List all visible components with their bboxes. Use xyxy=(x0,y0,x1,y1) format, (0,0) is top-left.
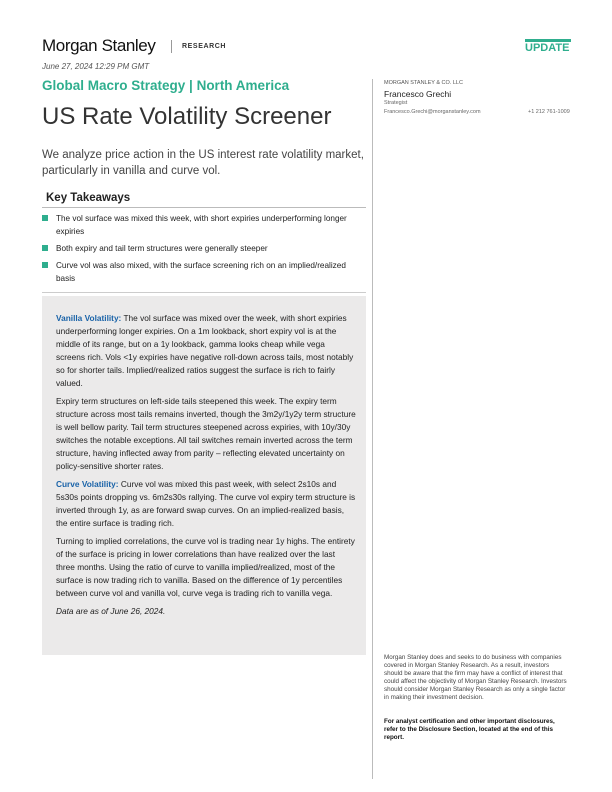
analyst-name: Francesco Grechi xyxy=(384,89,452,99)
key-takeaways-list xyxy=(42,212,366,289)
summary-content xyxy=(56,312,356,623)
paragraph: Expiry term structures on left-side tails steepened this week. The expiry term structure across most tails remains inverted, though the 3m2y/1y2y term structure is well bellow parity. Tail term structures steepened across expiries, with 10y/30y switches the notable exceptions. All tail switches remain inverted across the term structure, having inflected away from parity – reflecting elevated uncertainty on policy-sensitive shorter rates. xyxy=(56,396,356,471)
paragraph-text: The vol surface was mixed over the week, with short expiries underperforming longer expiries. On a 1m lookback, short expiry vol is at the middle of its range, but on a 1y lookback, gamma looks cheap while vega screens rich. Vols <1y expiries have negative roll-down across tails, most notably so for shorter tails. Implied/realized ratios suggest the surface is rich to fairly valued. xyxy=(56,313,354,388)
page-title: US Rate Volatility Screener xyxy=(42,103,332,130)
lead-paragraph: We analyze price action in the US interest rate volatility market, particularly in vanilla and curve vol. xyxy=(42,149,364,177)
vanilla-volatility-label: Vanilla Volatility: xyxy=(56,313,122,323)
analyst-role: Strategist xyxy=(384,100,408,106)
bullet-icon xyxy=(42,245,48,251)
analyst-firm: MORGAN STANLEY & CO. LLC xyxy=(384,80,463,86)
curve-volatility-label: Curve Volatility: xyxy=(56,479,119,489)
update-badge: UPDATE xyxy=(525,42,570,54)
paragraph xyxy=(56,478,356,530)
paragraph: Turning to implied correlations, the curve vol is trading near 1y highs. The entirety of the surface is pricing in lower correlations than have realized over the last three months. Using the ratio of curve to vanilla implied/realized, most of the surface is now trading rich to vanilla. Based on the difference of 1y percentiles between curve vol and vanilla vol, curve vega is trading rich to vanilla vega. xyxy=(56,536,355,598)
series-title: Global Macro Strategy | North America xyxy=(42,78,290,93)
divider xyxy=(171,40,172,53)
divider xyxy=(42,292,366,293)
bullet-icon xyxy=(42,215,48,221)
list-item xyxy=(42,212,366,238)
list-item-text: Curve vol was also mixed, with the surface screening rich on an implied/realized basis xyxy=(56,261,346,283)
research-label: RESEARCH xyxy=(182,43,227,50)
publish-date: June 27, 2024 12:29 PM GMT xyxy=(42,62,150,71)
list-item xyxy=(42,259,366,285)
list-item-text: Both expiry and tail term structures were generally steeper xyxy=(56,244,268,253)
list-item-text: The vol surface was mixed this week, with short expiries underperforming longer expiries xyxy=(56,214,347,236)
morgan-stanley-logo: Morgan Stanley xyxy=(42,36,156,55)
disclosure-text: Morgan Stanley does and seeks to do business with companies covered in Morgan Stanley Research. As a result, investors should be aware that the firm may have a conflict of interest that could affect the objectivity of Morgan Stanley Research. Investors should consider Morgan Stanley Research as only a single factor in making their investment decision. xyxy=(384,654,567,701)
column-divider xyxy=(372,79,373,779)
analyst-phone: +1 212 761-1009 xyxy=(528,109,570,115)
disclosure-bold: For analyst certification and other important disclosures, refer to the Disclosure Section, located at the end of this report. xyxy=(384,718,555,741)
key-takeaways-title: Key Takeaways xyxy=(46,192,131,204)
paragraph xyxy=(56,312,356,390)
divider xyxy=(42,207,366,208)
bullet-icon xyxy=(42,262,48,268)
list-item xyxy=(42,242,366,255)
paragraph-text: Curve vol was mixed this past week, with select 2s10s and 5s30s points dropping vs. 6m2s30s rallying. The curve vol expiry term structure is inverted through 1y, as are forward swap curves. On an implied-realized basis, the entire surface is trading rich. xyxy=(56,479,356,528)
data-note: Data are as of June 26, 2024. xyxy=(56,606,166,616)
analyst-email[interactable]: Francesco.Grechi@morganstanley.com xyxy=(384,109,481,115)
